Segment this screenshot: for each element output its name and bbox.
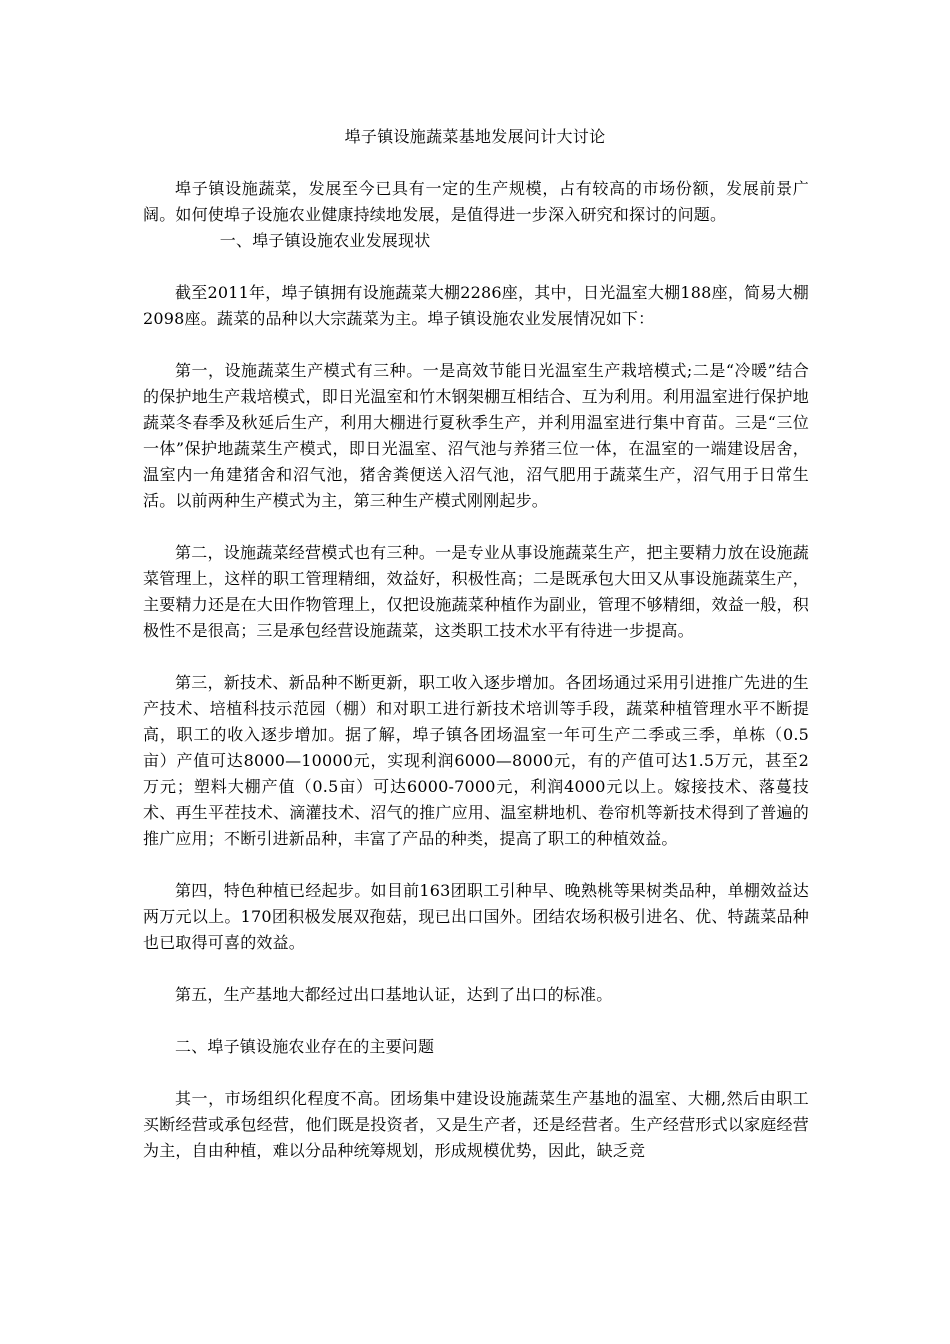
status-paragraph: 截至2011年，埠子镇拥有设施蔬菜大棚2286座，其中，日光温室大棚188座，简易大棚2098座。蔬菜的品种以大宗蔬菜为主。埠子镇设施农业发展情况如下： — [143, 283, 809, 328]
paragraph-gap — [143, 514, 809, 540]
point-2-paragraph: 第二，设施蔬菜经营模式也有三种。一是专业从事设施蔬菜生产，把主要精力放在设施蔬菜管理上，这样的职工管理精细，效益好，积极性高；二是既承包大田又从事设施蔬菜生产，主要精力还是在大田作物管理上，仅把设施蔬菜种植作为副业，管理不够精细，效益一般，积极性不是很高；三是承包经营设施蔬菜，这类职工技术水平有待进一步提高。 — [143, 543, 809, 640]
section-heading-1: 一、埠子镇设施农业发展现状 — [219, 231, 431, 250]
point-3-paragraph: 第三，新技术、新品种不断更新，职工收入逐步增加。各团场通过采用引进推广先进的生产技术、培植科技示范园（棚）和对职工进行新技术培训等手段，蔬菜种植管理水平不断提高，职工的收入逐步增加。据了解，埠子镇各团场温室一年可生产二季或三季，单栋（0.5亩）产值可达8000—10000元，实现利润6000—8000元，有的产值可达1.5万元，甚至2万元；塑料大棚产值（0.5亩）可达6000-7000元，利润4000元以上。嫁接技术、落蔓技术、再生平茬技术、滴灌技术、沼气的推广应用、温室耕地机、卷帘机等新技术得到了普遍的推广应用；不断引进新品种，丰富了产品的种类，提高了职工的种植效益。 — [143, 673, 809, 848]
point-5-paragraph: 第五，生产基地大都经过出口基地认证，达到了出口的标准。 — [175, 985, 613, 1004]
document-title: 埠子镇设施蔬菜基地发展问计大讨论 — [344, 127, 606, 146]
document-body — [143, 176, 809, 1164]
section-heading-2: 二、埠子镇设施农业存在的主要问题 — [175, 1037, 435, 1056]
paragraph-gap — [143, 1060, 809, 1086]
paragraph-gap — [143, 254, 809, 280]
point-1-paragraph: 第一，设施蔬菜生产模式有三种。一是高效节能日光温室生产栽培模式;二是“冷暖”结合的保护地生产栽培模式，即日光温室和竹木钢架棚互相结合、互为利用。利用温室进行保护地蔬菜冬春季及秋延后生产，利用大棚进行夏秋季生产，并利用温室进行集中育苗。三是“三位一体”保护地蔬菜生产模式，即日光温室、沼气池与养猪三位一体，在温室的一端建设居舍，温室内一角建猪舍和沼气池，猪舍粪便送入沼气池，沼气肥用于蔬菜生产，沼气用于日常生活。以前两种生产模式为主，第三种生产模式刚刚起步。 — [143, 361, 809, 510]
intro-paragraph: 埠子镇设施蔬菜，发展至今已具有一定的生产规模，占有较高的市场份额，发展前景广阔。如何使埠子设施农业健康持续地发展，是值得进一步深入研究和探讨的问题。 — [143, 179, 809, 224]
paragraph-gap — [143, 644, 809, 670]
paragraph-gap — [143, 956, 809, 982]
paragraph-gap — [143, 332, 809, 358]
paragraph-gap — [143, 852, 809, 878]
paragraph-gap — [143, 1008, 809, 1034]
problem-1-paragraph: 其一，市场组织化程度不高。团场集中建设设施蔬菜生产基地的温室、大棚,然后由职工买断经营或承包经营，他们既是投资者，又是生产者，还是经营者。生产经营形式以家庭经营为主，自由种植，难以分品种统筹规划，形成规模优势，因此，缺乏竞 — [143, 1089, 809, 1160]
point-4-paragraph: 第四，特色种植已经起步。如目前163团职工引种早、晚熟桃等果树类品种，单棚效益达两万元以上。170团积极发展双孢菇，现已出口国外。团结农场积极引进名、优、特蔬菜品种也已取得可喜的效益。 — [143, 881, 809, 952]
